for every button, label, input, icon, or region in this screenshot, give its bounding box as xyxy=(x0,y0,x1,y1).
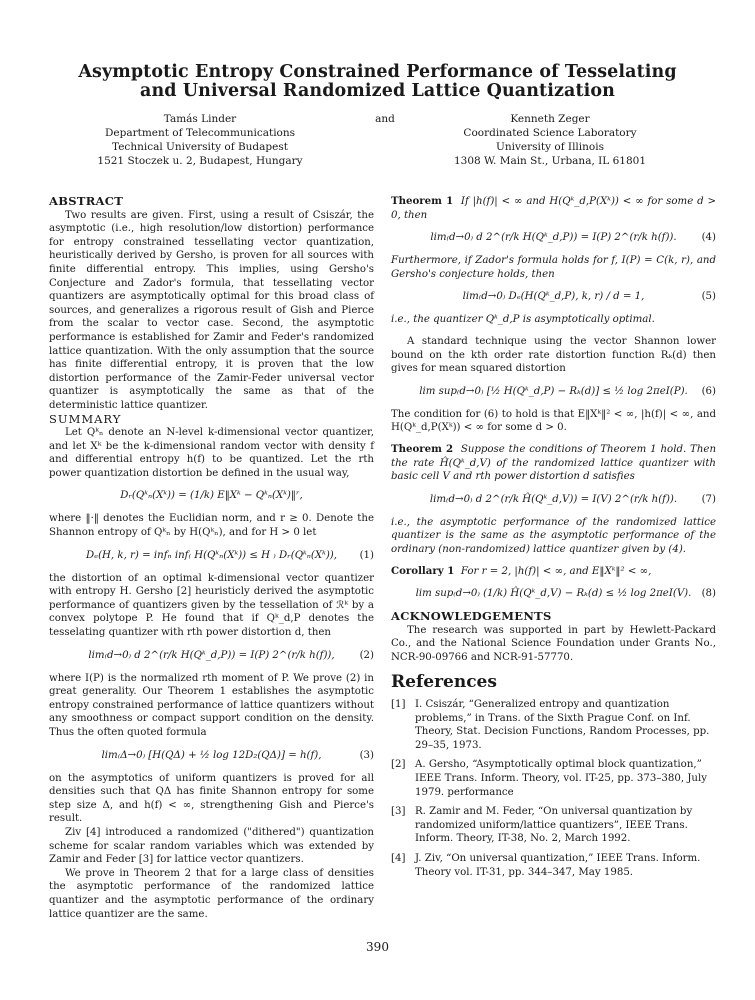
theorem-label: Theorem 1 xyxy=(391,195,454,207)
theorem-1-continued: Furthermore, if Zador's formula holds for f, I(P) = C(k, r), and Gersho's conjecture holds, then xyxy=(391,255,716,280)
summary-paragraph: Let Qᵏₙ denote an N-level k-dimensional vector quantizer, and let Xᵏ be the k-dimensional random vector with density f and differential entropy h(f) to be quantized. Let the rth power quantization distortion be defined in the usual way, xyxy=(49,427,374,479)
reference-item: [3] R. Zamir and M. Feder, “On universal quantization by randomized uniform/lattice quantizers”, IEEE Trans. Inform. Theory, IT-38, No. 2, March 1992. xyxy=(391,806,693,845)
theorem-label: Theorem 2 xyxy=(391,442,454,455)
author-addr: 1521 Stoczek u. 2, Budapest, Hungary xyxy=(97,155,303,167)
author-dept: Department of Telecommunications xyxy=(104,127,296,139)
equation-7: lim₍d→0₎ d 2^(r/k Ĥ(Qᵏ_d,V)) = I(V) 2^(r/k h(f)). (7) xyxy=(391,492,716,508)
equation-number: (7) xyxy=(701,493,716,505)
equation-number: (5) xyxy=(701,291,716,303)
equation-6: lim sup₍d→0₎ [½ H(Qᵏ_d,P) − Rₖ(d)] ≤ ½ log 2πeI(P). (6) xyxy=(391,384,716,400)
reference-number: [3] xyxy=(391,806,406,818)
summary-paragraph: We prove in Theorem 2 that for a large class of densities the asymptotic performance of the randomized lattice quantizer and the asymptotic performance of the ordinary lattice quantizer are the same. xyxy=(49,867,374,920)
theorem-2-end: i.e., the asymptotic performance of the randomized lattice quantizer is the same as the asymptotic performance of the ordinary (non-randomized) lattice quantizer given by (4). xyxy=(391,516,716,555)
author-name: Tamás Linder xyxy=(163,113,237,125)
corollary-1: Corollary 1 For r = 2, |h(f)| < ∞, and E‖Xᵏ‖² < ∞, xyxy=(391,564,652,577)
abstract-heading: ABSTRACT xyxy=(49,194,124,208)
title-line-2: and Universal Randomized Lattice Quantization xyxy=(140,81,615,101)
theorem-2: Theorem 2 Suppose the conditions of Theorem 1 hold. Then the rate Ĥ(Qᵏ_d,V) of the randomized lattice quantizer with basic cell V and rth power distortion d satisfies xyxy=(391,442,717,483)
author-dept: Coordinated Science Laboratory xyxy=(463,127,637,139)
equation-8: lim sup₍d→0₎ (1/k) Ĥ(Qᵏ_d,V) − Rₖ(d) ≤ ½ log 2πeI(V). (8) xyxy=(391,586,716,602)
body-paragraph: The condition for (6) to hold is that E‖Xᵏ‖² < ∞, |h(f)| < ∞, and H(Qᵏ_d,P(Xᵏ)) < ∞ for some d > 0. xyxy=(391,408,716,434)
summary-paragraph: where ‖·‖ denotes the Euclidian norm, and r ≥ 0. Denote the Shannon entropy of Qᵏₙ by H(Qᵏₙ), and for H > 0 let xyxy=(49,513,374,539)
author-1 xyxy=(70,112,330,168)
summary-paragraph: the distortion of an optimal k-dimensional vector quantizer with entropy H. Gersho [2] heuristicly derived the asymptotic performance of quantizers given by the tessellation of ℛᵏ by a convex polytope P. He found that if Qᵏ_d,P denotes the tesselating quantizer with rth power distortion d, then xyxy=(49,572,374,639)
equation-number: (6) xyxy=(701,385,716,397)
equation-number: (3) xyxy=(359,749,374,761)
reference-number: [2] xyxy=(391,759,406,771)
reference-number: [1] xyxy=(391,699,406,711)
equation-5: lim₍d→0₎ Dₑ(H(Qᵏ_d,P), k, r) / d = 1, (5) xyxy=(391,289,716,305)
author-inst: Technical University of Budapest xyxy=(112,141,288,153)
author-and: and xyxy=(375,113,395,125)
summary-paragraph: on the asymptotics of uniform quantizers is proved for all densities such that QΔ has finite Shannon entropy for some step size Δ, and h(f) < ∞, strengthening Gish and Pierce's result. xyxy=(49,772,374,825)
references-heading: References xyxy=(391,672,497,693)
equation-2: lim₍d→0₎ d 2^(r/k H(Qᵏ_d,P)) = I(P) 2^(r/k h(f)), (2) xyxy=(49,648,374,664)
equation-number: (1) xyxy=(359,549,374,561)
acknowledgements-text: The research was supported in part by Hewlett-Packard Co., and the National Science Foundation under Grants No., NCR-90-09766 and NCR-91-57770. xyxy=(391,624,716,663)
page-number: 390 xyxy=(366,940,389,954)
body-paragraph: A standard technique using the vector Shannon lower bound on the kth order rate distortion function Rₖ(d) then gives for mean squared distortion xyxy=(391,335,716,375)
equation-4: lim₍d→0₎ d 2^(r/k H(Qᵏ_d,P)) = I(P) 2^(r/k h(f)). (4) xyxy=(391,230,716,246)
equation-distortion: Dᵣ(Qᵏₙ(Xᵏ)) = (1/k) E‖Xᵏ − Qᵏₙ(Xᵏ)‖ʳ, xyxy=(120,490,303,502)
left-column xyxy=(49,195,374,921)
author-2 xyxy=(420,112,680,168)
paper-title xyxy=(60,63,695,101)
equation-number: (4) xyxy=(701,232,716,244)
reference-number: [4] xyxy=(391,853,406,864)
theorem-1: Theorem 1 If |h(f)| < ∞ and H(Qᵏ_d,P(Xᵏ)) < ∞ for some d > 0, then xyxy=(391,195,717,221)
theorem-1-end: i.e., the quantizer Qᵏ_d,P is asymptotically optimal. xyxy=(391,314,655,326)
equation-3: lim₍Δ→0₎ [H(QΔ) + ½ log 12D₂(QΔ)] = h(f), (3) xyxy=(49,748,374,764)
author-inst: University of Illinois xyxy=(496,141,604,153)
author-addr: 1308 W. Main St., Urbana, IL 61801 xyxy=(454,155,646,167)
equation-number: (8) xyxy=(701,588,716,600)
equation-number: (2) xyxy=(359,649,374,661)
reference-item: [2] A. Gersho, “Asymptotically optimal block quantization,” IEEE Trans. Inform. Theory, vol. IT-25, pp. 373–380, July 1979. performance xyxy=(391,759,707,798)
summary-paragraph: Ziv [4] introduced a randomized ("dithered") quantization scheme for scalar random variables which was extended by Zamir and Feder [3] for lattice vector quantizers. xyxy=(49,826,374,866)
summary-paragraph: where I(P) is the normalized rth moment of P. We prove (2) in great generality. Our Theorem 1 establishes the asymptotic entropy constrained performance of lattice quantizers without any smoothness or compact support condition on the density. Thus the often quoted formula xyxy=(49,672,374,738)
summary-heading: SUMMARY xyxy=(49,411,122,426)
reference-item: [4] J. Ziv, “On universal quantization,” IEEE Trans. Inform. Theory vol. IT-31, pp. 344–347, May 1985. xyxy=(391,853,701,878)
right-column xyxy=(391,195,716,885)
acknowledgements-heading: ACKNOWLEDGEMENTS xyxy=(391,609,552,624)
abstract-text: Two results are given. First, using a result of Csiszár, the asymptotic (i.e., high resolution/low distortion) performance for entropy constrained tessellating vector quantization, heuristically derived by Gersho, is proven for all sources with finite differential entropy. This implies, using Gersho's Conjecture and Zador's formula, that tessellating vector quantizers are asymptotically optimal for this broad class of sources, and generalizes a rigorous result of Gish and Pierce from the scalar to vector case. Second, the asymptotic performance is established for Zamir and Feder's randomized lattice quantization. With the only assumption that the source has finite differential entropy, it is proven that the low distortion performance of the Zamir-Feder universal vector quantizer is asymptotically the same as that of the deterministic lattice quantizer. xyxy=(49,209,374,411)
title-line-1: Asymptotic Entropy Constrained Performance of Tesselating xyxy=(78,62,677,82)
reference-item: [1] I. Csiszár, “Generalized entropy and quantization problems,” in Trans. of the Sixth Prague Conf. on Inf. Theory, Stat. Decision Functions, Random Processes, pp. 29–35, 1973. xyxy=(391,699,710,751)
author-name: Kenneth Zeger xyxy=(510,113,590,125)
equation-1: Dₑ(H, k, r) = infₙ inf₍ H(Qᵏₙ(Xᵏ)) ≤ H ₎ Dᵣ(Qᵏₙ(Xᵏ)), (1) xyxy=(49,548,374,564)
corollary-label: Corollary 1 xyxy=(391,564,455,577)
